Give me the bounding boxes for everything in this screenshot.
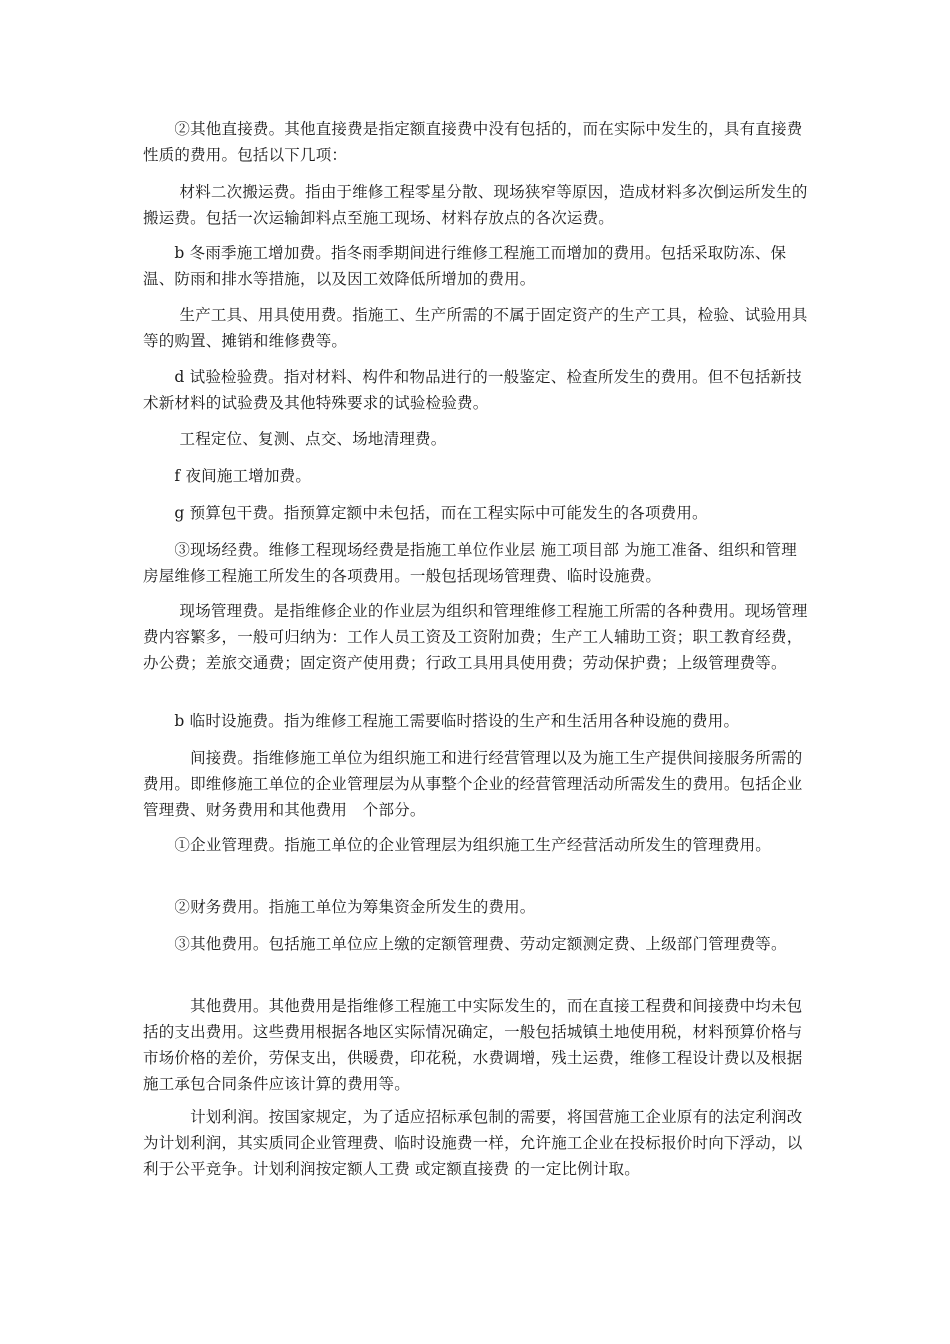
- paragraph-site-management: 现场管理费。是指维修企业的作业层为组织和管理维修工程施工所需的各种费用。现场管理费内容繁多，一般可归纳为：工作人员工资及工资附加费；生产工人辅助工资；职工教育经费，办公费；差旅交通费；固定资产使用费；行政工具用具使用费；劳动保护费；上级管理费等。: [143, 602, 808, 672]
- paragraph-material-transport: 材料二次搬运费。指由于维修工程零星分散、现场狭窄等原因，造成材料多次倒运所发生的搬运费。包括一次运输卸料点至施工现场、材料存放点的各次运费。: [143, 183, 808, 227]
- paragraph-tools-usage: 生产工具、用具使用费。指施工、生产所需的不属于固定资产的生产工具，检验、试验用具等的购置、摊销和维修费等。: [143, 306, 808, 350]
- paragraph-night-construction: f 夜间施工增加费。: [143, 467, 312, 485]
- paragraph-budget-lump-sum: g 预算包干费。指预算定额中未包括，而在工程实际中可能发生的各项费用。: [143, 504, 708, 522]
- paragraph-temporary-facilities: b 临时设施费。指为维修工程施工需要临时搭设的生产和生活用各种设施的费用。: [143, 712, 740, 730]
- paragraph-indirect-costs: 间接费。指维修施工单位为组织施工和进行经营管理以及为施工生产提供间接服务所需的费用。即维修施工单位的企业管理层为从事整个企业的经营管理活动所需发生的费用。包括企业管理费、财务费用和其他费用 个部分。: [143, 749, 803, 819]
- paragraph-financial-costs: ②财务费用。指施工单位为筹集资金所发生的费用。: [143, 898, 536, 916]
- paragraph-other-direct-costs: ②其他直接费。其他直接费是指定额直接费中没有包括的，而在实际中发生的，具有直接费性质的费用。包括以下几项：: [143, 120, 803, 164]
- paragraph-other-expenses: 其他费用。其他费用是指维修工程施工中实际发生的，而在直接工程费和间接费中均未包括的支出费用。这些费用根据各地区实际情况确定，一般包括城镇土地使用税，材料预算价格与市场价格的差价，劳保支出，供暖费，印花税，水费调增，残土运费，维修工程设计费以及根据施工承包合同条件应该计算的费用等。: [143, 997, 803, 1093]
- paragraph-site-positioning: 工程定位、复测、点交、场地清理费。: [143, 430, 447, 448]
- paragraph-enterprise-management: ①企业管理费。指施工单位的企业管理层为组织施工生产经营活动所发生的管理费用。: [143, 836, 772, 854]
- paragraph-winter-rain-construction: b 冬雨季施工增加费。指冬雨季期间进行维修工程施工而增加的费用。包括采取防冻、保温、防雨和排水等措施，以及因工效降低所增加的费用。: [143, 244, 787, 288]
- paragraph-testing-inspection: d 试验检验费。指对材料、构件和物品进行的一般鉴定、检查所发生的费用。但不包括新技术新材料的试验费及其他特殊要求的试验检验费。: [143, 368, 802, 412]
- paragraph-other-fees: ③其他费用。包括施工单位应上缴的定额管理费、劳动定额测定费、上级部门管理费等。: [143, 935, 787, 953]
- paragraph-site-expenses: ③现场经费。维修工程现场经费是指施工单位作业层 施工项目部 为施工准备、组织和管理房屋维修工程施工所发生的各项费用。一般包括现场管理费、临时设施费。: [143, 541, 797, 585]
- paragraph-planned-profit: 计划利润。按国家规定，为了适应招标承包制的需要，将国营施工企业原有的法定利润改为计划利润，其实质同企业管理费、临时设施费一样，允许施工企业在投标报价时向下浮动，以利于公平竞争。计划利润按定额人工费 或定额直接费 的一定比例计取。: [143, 1108, 803, 1178]
